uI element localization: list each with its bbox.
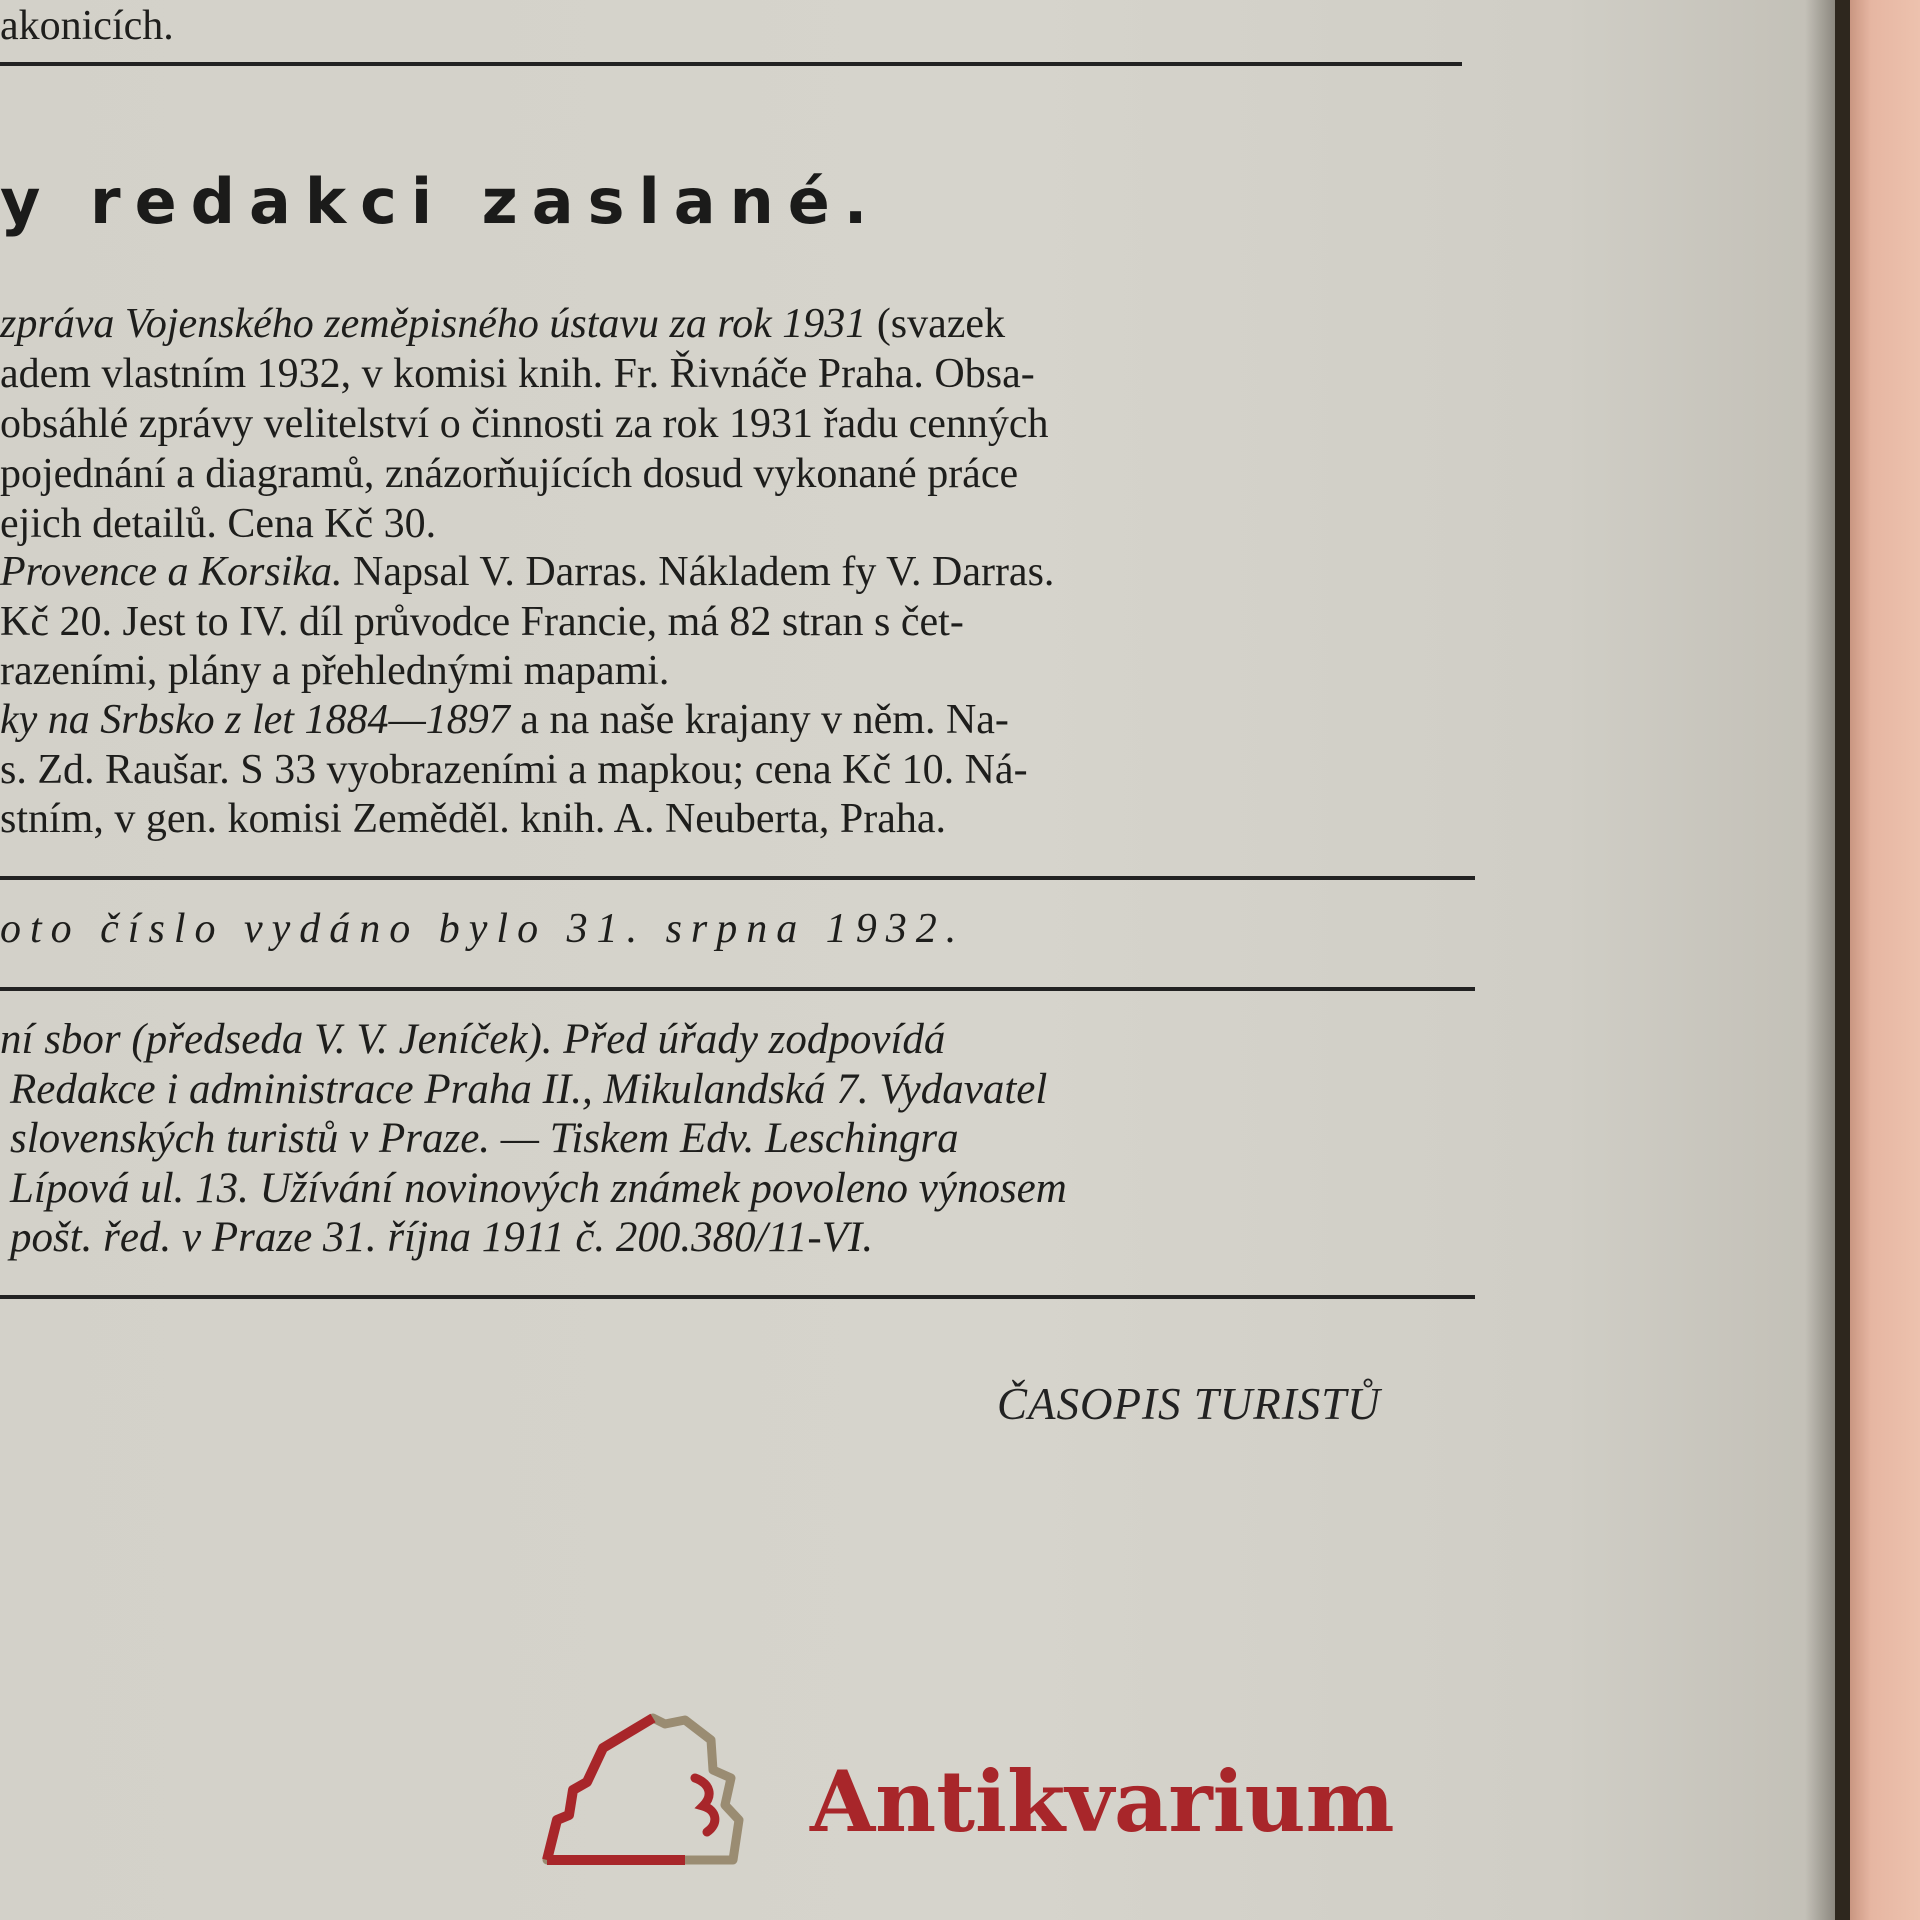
top-text-fragment: akonicích. (0, 3, 174, 49)
entry-line: adem vlastním 1932, v komisi knih. Fr. Řivnáče Praha. Obsa- (0, 351, 1035, 397)
entry-line: ky na Srbsko z let 1884—1897 a na naše krajany v něm. Na- (0, 697, 1009, 743)
entry-line: razeními, plány a přehlednými mapami. (0, 648, 670, 694)
entry-line: Kč 20. Jest to IV. díl průvodce Francie, má 82 stran s čet- (0, 599, 964, 645)
antikvarium-watermark (535, 1710, 1395, 1880)
entry-line: stním, v gen. komisi Zeměděl. knih. A. Neuberta, Praha. (0, 796, 946, 842)
imprint-line: Redakce i administrace Praha II., Mikulandská 7. Vydavatel (10, 1066, 1048, 1113)
watermark-text: Antikvarium (810, 1752, 1395, 1851)
divider-middle (0, 876, 1475, 880)
divider-top (0, 62, 1462, 66)
divider-imprint-bottom (0, 1295, 1475, 1299)
imprint-line: slovenských turistů v Praze. — Tiskem Edv. Leschingra (10, 1115, 959, 1162)
page-edge-shadow (1805, 0, 1835, 1920)
castle-ruin-logo-icon (535, 1710, 785, 1880)
imprint-line: pošt. řed. v Praze 31. října 1911 č. 200.380/11-VI. (10, 1214, 874, 1261)
binding-gap (1835, 0, 1850, 1920)
entry-line: Provence a Korsika. Napsal V. Darras. Nákladem fy V. Darras. (0, 549, 1055, 595)
divider-imprint-top (0, 987, 1475, 991)
imprint-line: Lípová ul. 13. Užívání novinových známek povoleno výnosem (10, 1165, 1067, 1212)
book-cover-edge (1850, 0, 1920, 1920)
entry-line: pojednání a diagramů, znázorňujících dosud vykonané práce (0, 451, 1019, 497)
magazine-name: ČASOPIS TURISTŮ (997, 1379, 1381, 1429)
section-heading: y redakci zaslané. (0, 165, 882, 238)
entry-line: ejich detailů. Cena Kč 30. (0, 501, 437, 547)
entry-line: obsáhlé zprávy velitelství o činnosti za rok 1931 řadu cenných (0, 401, 1049, 447)
issue-notice: oto číslo vydáno bylo 31. srpna 1932. (0, 906, 966, 952)
entry-line: zpráva Vojenského zeměpisného ústavu za rok 1931 (svazek (0, 301, 1006, 347)
entry-line: s. Zd. Raušar. S 33 vyobrazeními a mapkou; cena Kč 10. Ná- (0, 747, 1028, 793)
imprint-line: ní sbor (předseda V. V. Jeníček). Před úřady zodpovídá (0, 1016, 946, 1063)
